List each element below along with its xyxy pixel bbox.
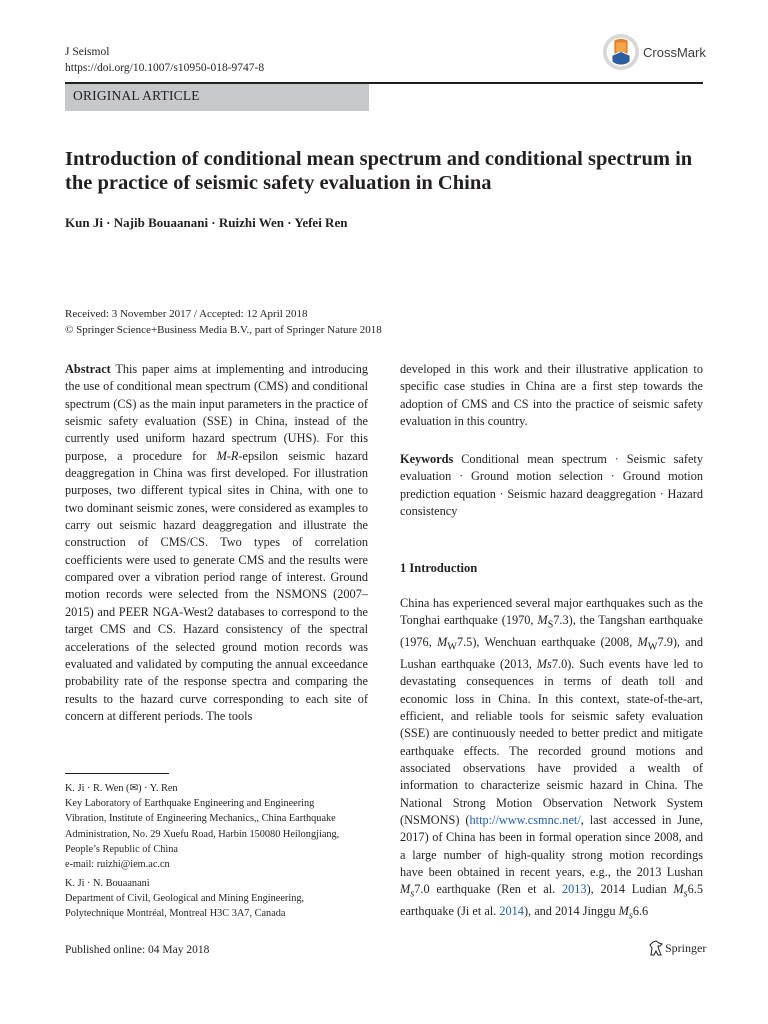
- abstract-text-1: This paper aims at implementing and introducing the use of conditional mean spectrum (CMS) and conditional spectrum (CS) as the main input parameters in the practice of seismic safety evaluation (SSE) in China, instead of the currently used uniform hazard spectrum (UHS). For this purpose, a procedure for: [65, 362, 368, 463]
- footnote-rule: [65, 773, 169, 774]
- magnitude-subscript: S: [547, 619, 554, 631]
- affiliation-line: People’s Republic of China: [65, 843, 178, 855]
- affiliation-line: Department of Civil, Geological and Mining Engineering,: [65, 893, 305, 905]
- affiliation-authors: K. Ji · N. Bouaanani: [65, 878, 150, 889]
- journal-header: [65, 44, 264, 76]
- citation-link[interactable]: 2014: [499, 904, 524, 919]
- article-type-banner: ORIGINAL ARTICLE: [65, 84, 369, 111]
- intro-text: 7.3), the Tangshan earthquake (1976,: [400, 613, 704, 650]
- affiliation-line: Administration, No. 29 Xuefu Road, Harbin 150080 Heilongjiang,: [65, 828, 340, 840]
- crossmark-label: CrossMark: [643, 44, 706, 60]
- section-heading-introduction: 1 Introduction: [400, 561, 478, 575]
- intro-text: 7.5), Wenchuan earthquake (2008,: [456, 635, 638, 650]
- intro-text: ), 2014 Ludian: [586, 882, 674, 897]
- paper-title: Introduction of conditional mean spectrum and conditional spectrum in the practice of seismic safety evaluation in China: [65, 148, 693, 194]
- magnitude-symbol: M: [536, 656, 548, 671]
- affiliation-line: Key Laboratory of Earthquake Engineering and Engineering: [65, 798, 315, 810]
- intro-text: 6.6: [632, 904, 649, 919]
- nsmons-url-link[interactable]: http://www.csmnc.net/: [469, 813, 581, 828]
- crossmark-icon: [602, 33, 640, 71]
- magnitude-symbol: M: [673, 882, 684, 897]
- magnitude-symbol: M: [618, 904, 629, 919]
- springer-logo: [649, 940, 706, 956]
- copyright-notice: © Springer Science+Business Media B.V., part of Springer Nature 2018: [65, 324, 382, 336]
- intro-text: 7.9), and Lushan earthquake (2013,: [400, 635, 704, 671]
- magnitude-subscript: W: [647, 641, 658, 653]
- crossmark-badge[interactable]: [602, 33, 706, 71]
- affiliation-2: [65, 876, 304, 922]
- magnitude-subscript: s: [628, 910, 633, 922]
- magnitude-subscript: s: [683, 888, 688, 900]
- keywords-label: Keywords: [400, 452, 454, 466]
- abstract: [65, 361, 368, 725]
- journal-name: J Seismol: [65, 46, 110, 58]
- abstract-label: Abstract: [65, 362, 111, 376]
- magnitude-symbol: M: [637, 635, 648, 650]
- magnitude-subscript: W: [447, 641, 457, 653]
- keywords-text: Conditional mean spectrum · Seismic safety evaluation · Ground motion selection · Ground motion prediction equation · Seismic hazard deaggregation · Hazard consistency: [400, 452, 703, 519]
- affiliation-line: Vibration, Institute of Engineering Mechanics,, China Earthquake: [65, 813, 336, 825]
- magnitude-symbol: M: [537, 613, 548, 628]
- publication-dates: [65, 306, 382, 338]
- published-online: Published online: 04 May 2018: [65, 944, 210, 956]
- citation-link[interactable]: 2013: [561, 882, 587, 897]
- author-list: Kun Ji · Najib Bouaanani · Ruizhi Wen · Yefei Ren: [65, 215, 348, 230]
- keywords: [400, 451, 703, 520]
- intro-text: 7.0). Such events have led to devastating consequences in terms of death toll and economic loss in China. In this context, state-of-the-art, efficient, and reliable tools for seismic safety evaluation (SSE) are continuously needed to better predict and mitigate earthquake effects. The recorded ground motions and associated observations have provided a wealth of information to characterize seismic hazard in China. The National Strong Motion Observation Network System (NSMONS) (: [400, 656, 703, 828]
- intro-text: China has experienced several major earthquakes such as the Tonghai earthquake (1970,: [400, 596, 703, 628]
- affiliation-line: Polytechnique Montréal, Montreal H3C 3A7, Canada: [65, 908, 286, 920]
- corresponding-email[interactable]: e-mail: ruizhi@iem.ac.cn: [65, 859, 170, 871]
- intro-text: 7.0 earthquake (Ren et al.: [414, 882, 562, 897]
- affiliation-1: [65, 781, 339, 872]
- received-accepted: Received: 3 November 2017 / Accepted: 12 April 2018: [65, 308, 308, 320]
- magnitude-subscript: s: [410, 888, 415, 900]
- introduction-paragraph: [400, 595, 703, 925]
- intro-text: ), and 2014 Jinggu: [523, 904, 619, 919]
- abstract-continuation: developed in this work and their illustrative application to specific case studies in China are a first step towards the adoption of CMS and CS into the practice of seismic safety evaluation in this country.: [400, 362, 703, 429]
- magnitude-subscript: s: [547, 656, 552, 671]
- magnitude-symbol: M: [437, 635, 448, 650]
- abstract-text-2: -epsilon seismic hazard deaggregation in China was first developed. For illustration purposes, two different typical sites in China, with one to two dominant seismic zones, were considered as examples to carry out seismic hazard deaggregation and illustrate the construction of CMS/CS. Two types of correlation coefficients were used to generate CMS and the results were compared over a vibration period range of interest. Ground motion records were selected from the NSMONS (2007–2015) and PEER NGA-West2 databases to correspond to the target CMS and CS. Hazard consistency of the spectral accelerations of the selected ground motion records was evaluated and validated by computing the annual exceedance probability rate of the response spectra and comparing the results to the hazard curve corresponding to each site of concern at different periods. The tools: [65, 448, 368, 723]
- doi-link[interactable]: https://doi.org/10.1007/s10950-018-9747-8: [65, 62, 265, 74]
- affiliation-authors: K. Ji · R. Wen (✉) · Y. Ren: [65, 783, 178, 794]
- magnitude-symbol: M: [400, 882, 411, 897]
- abstract-text-italic: M-R: [216, 448, 239, 463]
- intro-text: , last accessed in June, 2017) of China has been in formal operation since 2008, and a large number of high-quality strong motion recordings have been obtained in recent years, e.g., the 2013 Lushan: [400, 813, 703, 880]
- intro-text: 6.5 earthquake (Ji et al.: [400, 882, 703, 919]
- springer-horse-icon: [649, 940, 663, 956]
- springer-wordmark: Springer: [665, 940, 707, 955]
